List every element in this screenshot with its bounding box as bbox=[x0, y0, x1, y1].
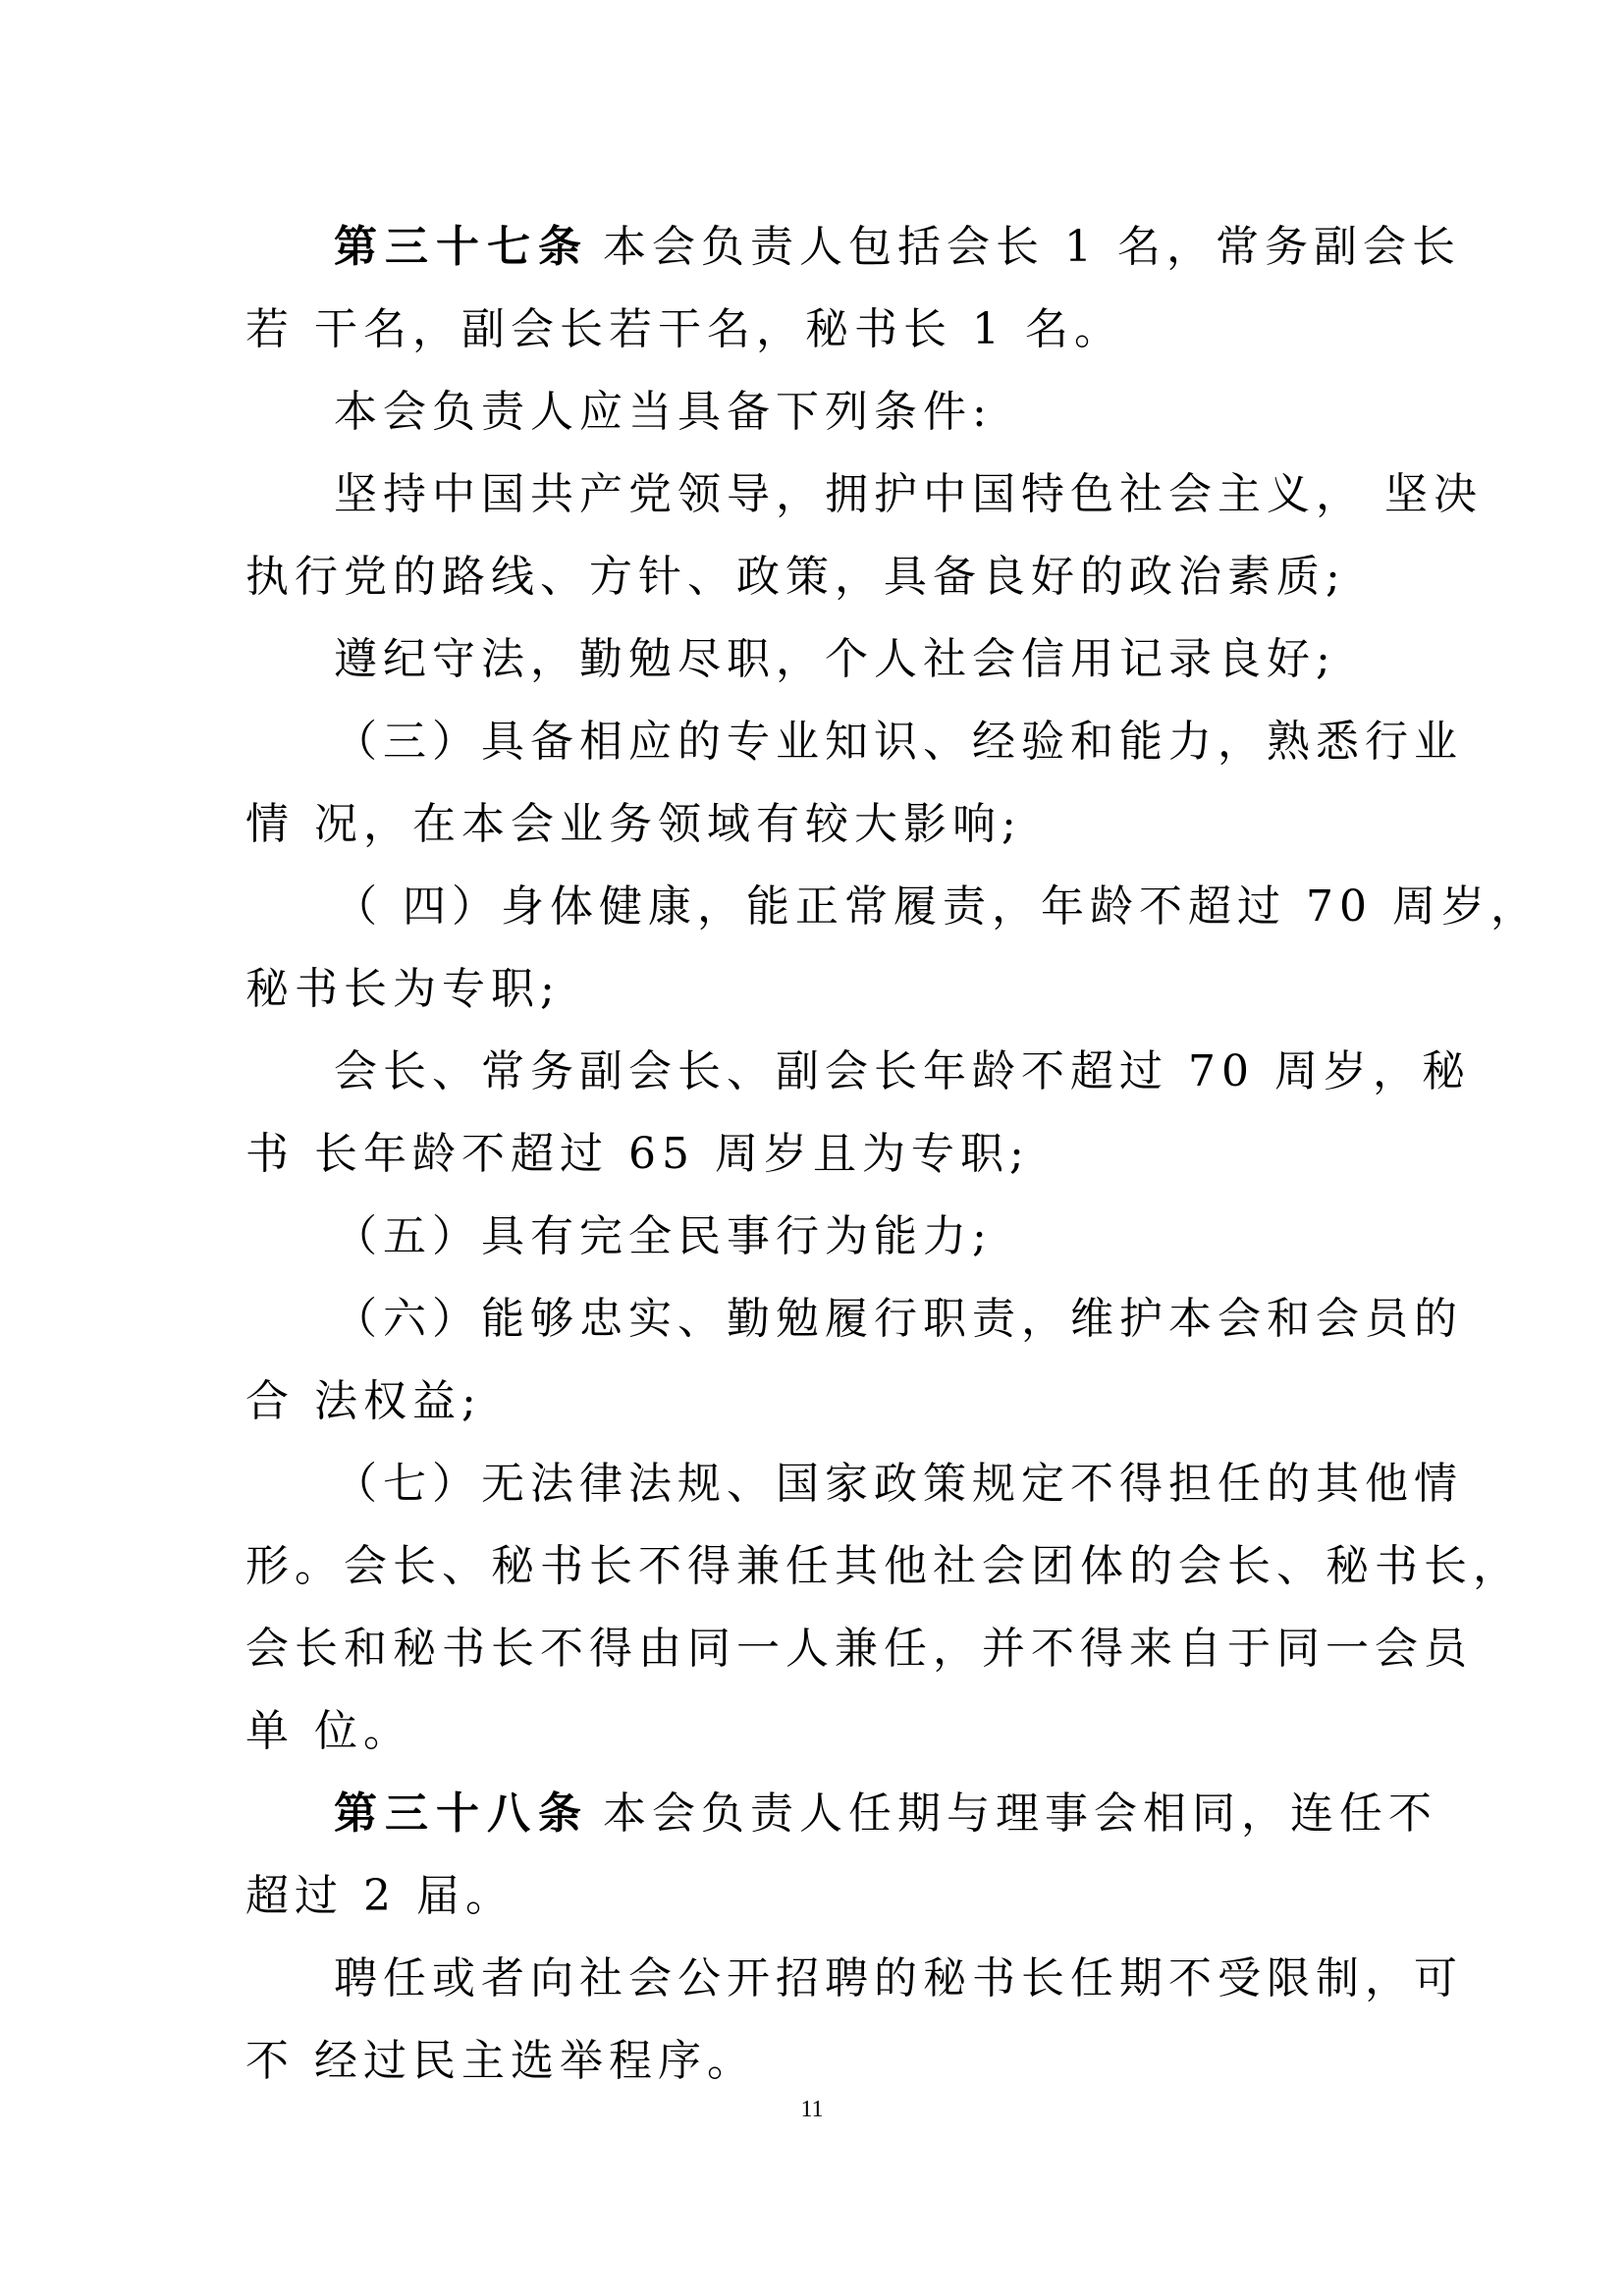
age-limit-line-1: 会长、常务副会长、副会长年龄不超过 70 周岁，秘 bbox=[334, 1046, 1471, 1096]
condition-1-line-1: 坚持中国共产党领导，拥护中国特色社会主义， 坚决 bbox=[334, 469, 1483, 519]
condition-3-line-2: 情 况，在本会业务领域有较大影响; bbox=[245, 799, 1022, 849]
condition-7-line-1: （七）无法律法规、国家政策规定不得担任的其他情 bbox=[334, 1459, 1463, 1509]
condition-6-line-2: 合 法权益; bbox=[245, 1376, 482, 1426]
condition-5: （五）具有完全民事行为能力; bbox=[334, 1211, 993, 1261]
condition-2: 遵纪守法，勤勉尽职，个人社会信用记录良好; bbox=[334, 634, 1336, 684]
article-37-line-2: 若 干名，副会长若干名，秘书长 1 名。 bbox=[245, 304, 1123, 354]
article-38-line-2: 超过 2 届。 bbox=[245, 1871, 514, 1921]
condition-7-line-2: 形。会长、秘书长不得兼任其他社会团体的会长、秘书长， bbox=[245, 1541, 1522, 1591]
condition-7-line-3: 会长和秘书长不得由同一人兼任，并不得来自于同一会员 bbox=[245, 1624, 1473, 1674]
age-limit-line-2: 书 长年龄不超过 65 周岁且为专职; bbox=[245, 1129, 1030, 1179]
condition-6-line-1: （六）能够忠实、勤勉履行职责，维护本会和会员的 bbox=[334, 1294, 1463, 1344]
conditions-intro: 本会负责人应当具备下列条件: bbox=[334, 387, 993, 437]
article-38-line-1 bbox=[334, 1785, 1437, 1843]
page-number: 11 bbox=[800, 2097, 824, 2122]
secretary-term-line-2: 不 经过民主选举程序。 bbox=[245, 2036, 756, 2086]
article-37-line-1 bbox=[334, 218, 1461, 277]
condition-4-line-1: （ 四）身体健康，能正常履责，年龄不超过 70 周岁， bbox=[334, 881, 1540, 932]
secretary-term-line-1: 聘任或者向社会公开招聘的秘书长任期不受限制，可 bbox=[334, 1953, 1463, 2003]
article-38-text: 本会负责人任期与理事会相同，连任不 bbox=[603, 1789, 1437, 1839]
article-37-text: 本会负责人包括会长 1 名，常务副会长 bbox=[603, 222, 1461, 272]
condition-4-line-2: 秘书长为专职; bbox=[245, 964, 561, 1014]
article-37-heading: 第三十七条 bbox=[334, 222, 589, 272]
condition-3-line-1: （三）具备相应的专业知识、经验和能力，熟悉行业 bbox=[334, 717, 1463, 767]
article-38-heading: 第三十八条 bbox=[334, 1789, 589, 1839]
condition-1-line-2: 执行党的路线、方针、政策，具备良好的政治素质; bbox=[245, 552, 1346, 602]
condition-7-line-4: 单 位。 bbox=[245, 1706, 412, 1756]
